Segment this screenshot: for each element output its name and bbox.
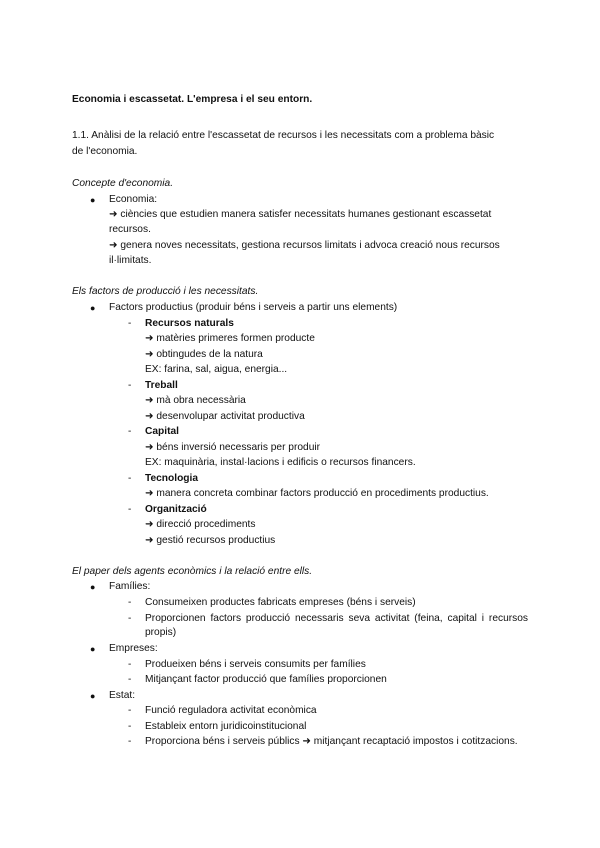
dash-icon: - [128, 380, 132, 391]
concepte-point2-line2: il·limitats. [109, 255, 152, 266]
dash-icon: - [128, 613, 132, 624]
estat-item: Estableix entorn juridicoinstitucional [145, 721, 307, 732]
dash-icon: - [128, 736, 132, 747]
bullet-icon: ● [90, 582, 96, 592]
dash-icon: - [128, 705, 132, 716]
concepte-heading: Concepte d'economia. [72, 178, 174, 189]
dash-icon: - [128, 674, 132, 685]
page-title: Economia i escassetat. L'empresa i el seu entorn. [72, 94, 313, 105]
section-intro-line2: de l'economia. [72, 146, 138, 157]
families-label: Famílies: [109, 581, 151, 592]
dash-icon: - [128, 426, 132, 437]
factor-line: ➜ direcció procediments [145, 519, 256, 530]
concepte-point2-line1: ➜ genera noves necessitats, gestiona recursos limitats i advoca creació nous recursos [109, 240, 500, 251]
factor-line: ➜ matèries primeres formen producte [145, 333, 315, 344]
estat-label: Estat: [109, 690, 136, 701]
families-item: Consumeixen productes fabricats empreses (béns i serveis) [145, 597, 416, 608]
factor-line: ➜ mà obra necessària [145, 395, 246, 406]
bullet-icon: ● [90, 644, 96, 654]
factor-name: Capital [145, 426, 179, 437]
factor-name: Tecnologia [145, 473, 199, 484]
factor-line: ➜ béns inversió necessaris per produir [145, 442, 321, 453]
dash-icon: - [128, 597, 132, 608]
factors-bullet-label: Factors productius (produir béns i serveis a partir uns elements) [109, 302, 398, 313]
dash-icon: - [128, 659, 132, 670]
dash-icon: - [128, 318, 132, 329]
families-item: Proporcionen factors producció necessaris seva activitat (feina, capital i recursos propis) [145, 613, 528, 638]
factor-name: Recursos naturals [145, 318, 234, 329]
factor-line: ➜ gestió recursos productius [145, 535, 276, 546]
factor-line: ➜ obtingudes de la natura [145, 349, 263, 360]
concepte-bullet-label: Economia: [109, 194, 158, 205]
estat-item: Funció reguladora activitat econòmica [145, 705, 317, 716]
empreses-item: Produeixen béns i serveis consumits per famílies [145, 659, 366, 670]
factor-name: Treball [145, 380, 178, 391]
dash-icon: - [128, 473, 132, 484]
empreses-label: Empreses: [109, 643, 158, 654]
concepte-point1-line2: recursos. [109, 224, 151, 235]
factors-heading: Els factors de producció i les necessitats. [72, 286, 259, 297]
factor-line: ➜ manera concreta combinar factors producció en procediments productius. [145, 488, 489, 499]
factor-line: EX: maquinària, instal·lacions i edificis o recursos financers. [145, 457, 416, 468]
factor-line: EX: farina, sal, aigua, energia... [145, 364, 288, 375]
bullet-icon: ● [90, 691, 96, 701]
dash-icon: - [128, 721, 132, 732]
factor-line: ➜ desenvolupar activitat productiva [145, 411, 305, 422]
bullet-icon: ● [90, 303, 96, 313]
dash-icon: - [128, 504, 132, 515]
agents-heading: El paper dels agents econòmics i la relació entre ells. [72, 566, 313, 577]
estat-item: Proporciona béns i serveis públics ➜ mitjançant recaptació impostos i cotitzacions. [145, 736, 518, 747]
factor-name: Organització [145, 504, 207, 515]
bullet-icon: ● [90, 195, 96, 205]
section-intro-line1: 1.1. Anàlisi de la relació entre l'escassetat de recursos i les necessitats com a problema bàsic [72, 130, 495, 141]
empreses-item: Mitjançant factor producció que famílies proporcionen [145, 674, 387, 685]
concepte-point1-line1: ➜ ciències que estudien manera satisfer necessitats humanes gestionant escassetat [109, 209, 492, 220]
